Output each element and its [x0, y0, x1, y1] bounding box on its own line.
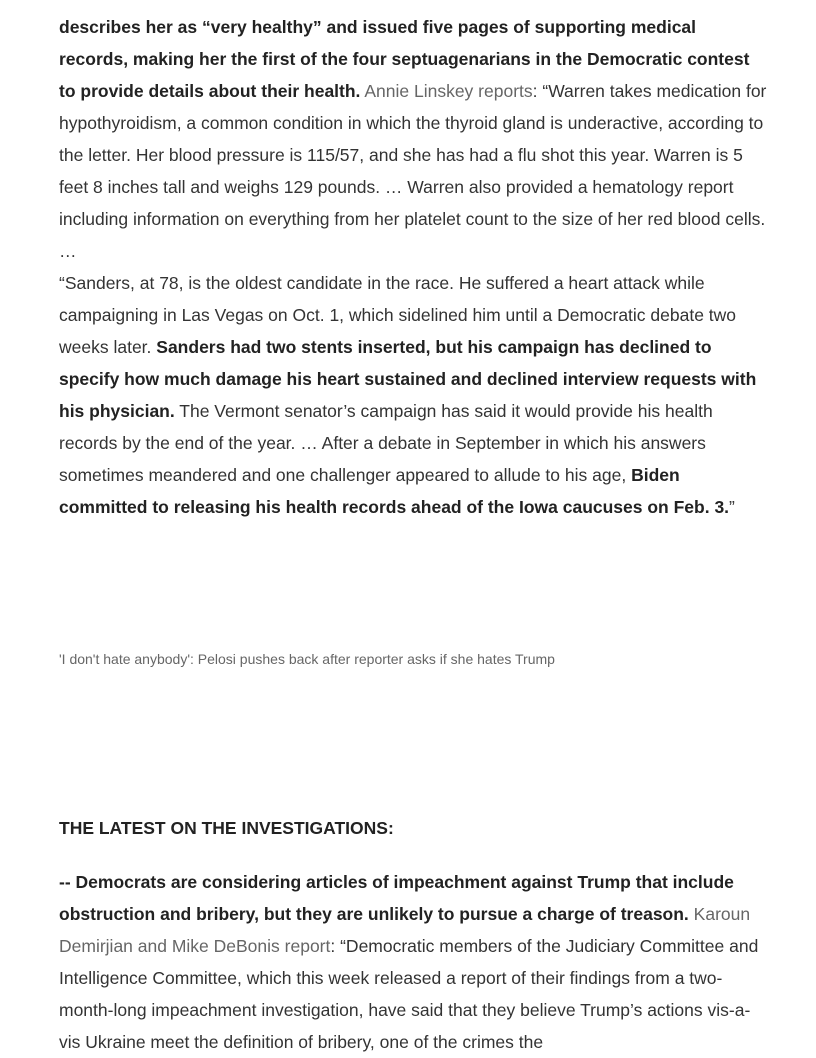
- bold-biden-records: Biden committed to releasing his health records ahead of the Iowa caucuses on Feb. 3.: [59, 465, 730, 517]
- closing-quote: ”: [729, 497, 735, 517]
- link-annie-linskey[interactable]: Annie Linskey reports: [364, 81, 533, 101]
- bold-summary-warren: describes her as “very healthy” and issued five pages of supporting medical records, making her the first of the four septuagenarians in the Democratic contest to provide details about their health.: [59, 17, 750, 101]
- paragraph-impeachment-articles: [59, 866, 769, 1058]
- section-heading-investigations: THE LATEST ON THE INVESTIGATIONS:: [59, 818, 394, 838]
- paragraph-warren-health: [59, 11, 769, 267]
- quote-text-impeachment: : “Democratic members of the Judiciary Committee and Intelligence Committee, which this week released a report of their findings from a two-month-long impeachment investigation, have said that they believe Trump’s actions vis-a-vis Ukraine meet the definition of bribery, one of the crimes the: [59, 936, 759, 1052]
- article-body: [59, 11, 769, 1052]
- quote-text-sanders: “Sanders, at 78, is the oldest candidate in the race. He suffered a heart attack while campaigning in Las Vegas on Oct. 1, which sidelined him until a Democratic debate two weeks later.: [59, 273, 737, 357]
- quote-text-vermont: The Vermont senator’s campaign has said it would provide his health records by the end of the year. … After a debate in September in which his answers sometimes meandered and one challenger appeared to allude to his age,: [59, 401, 713, 485]
- quote-text-warren: : “Warren takes medication for hypothyroidism, a common condition in which the thyroid gland is underactive, according to the letter. Her blood pressure is 115/57, and she has had a flu shot this year. Warren is 5 feet 8 inches tall and weighs 129 pounds. … Warren also provided a hematology report including information on everything from her platelet count to the size of her red blood cells. …: [59, 81, 767, 261]
- bold-impeachment-summary: -- Democrats are considering articles of impeachment against Trump that include obstruction and bribery, but they are unlikely to pursue a charge of treason.: [59, 872, 734, 924]
- paragraph-sanders-biden-health: [59, 267, 769, 523]
- video-caption-link[interactable]: 'I don't hate anybody': Pelosi pushes back after reporter asks if she hates Trump: [59, 651, 555, 667]
- link-karoun-demirjian-mike-debonis[interactable]: Karoun Demirjian and Mike DeBonis report: [59, 904, 751, 956]
- bold-sanders-stents: Sanders had two stents inserted, but his campaign has declined to specify how much damage his heart sustained and declined interview requests with his physician.: [59, 337, 757, 421]
